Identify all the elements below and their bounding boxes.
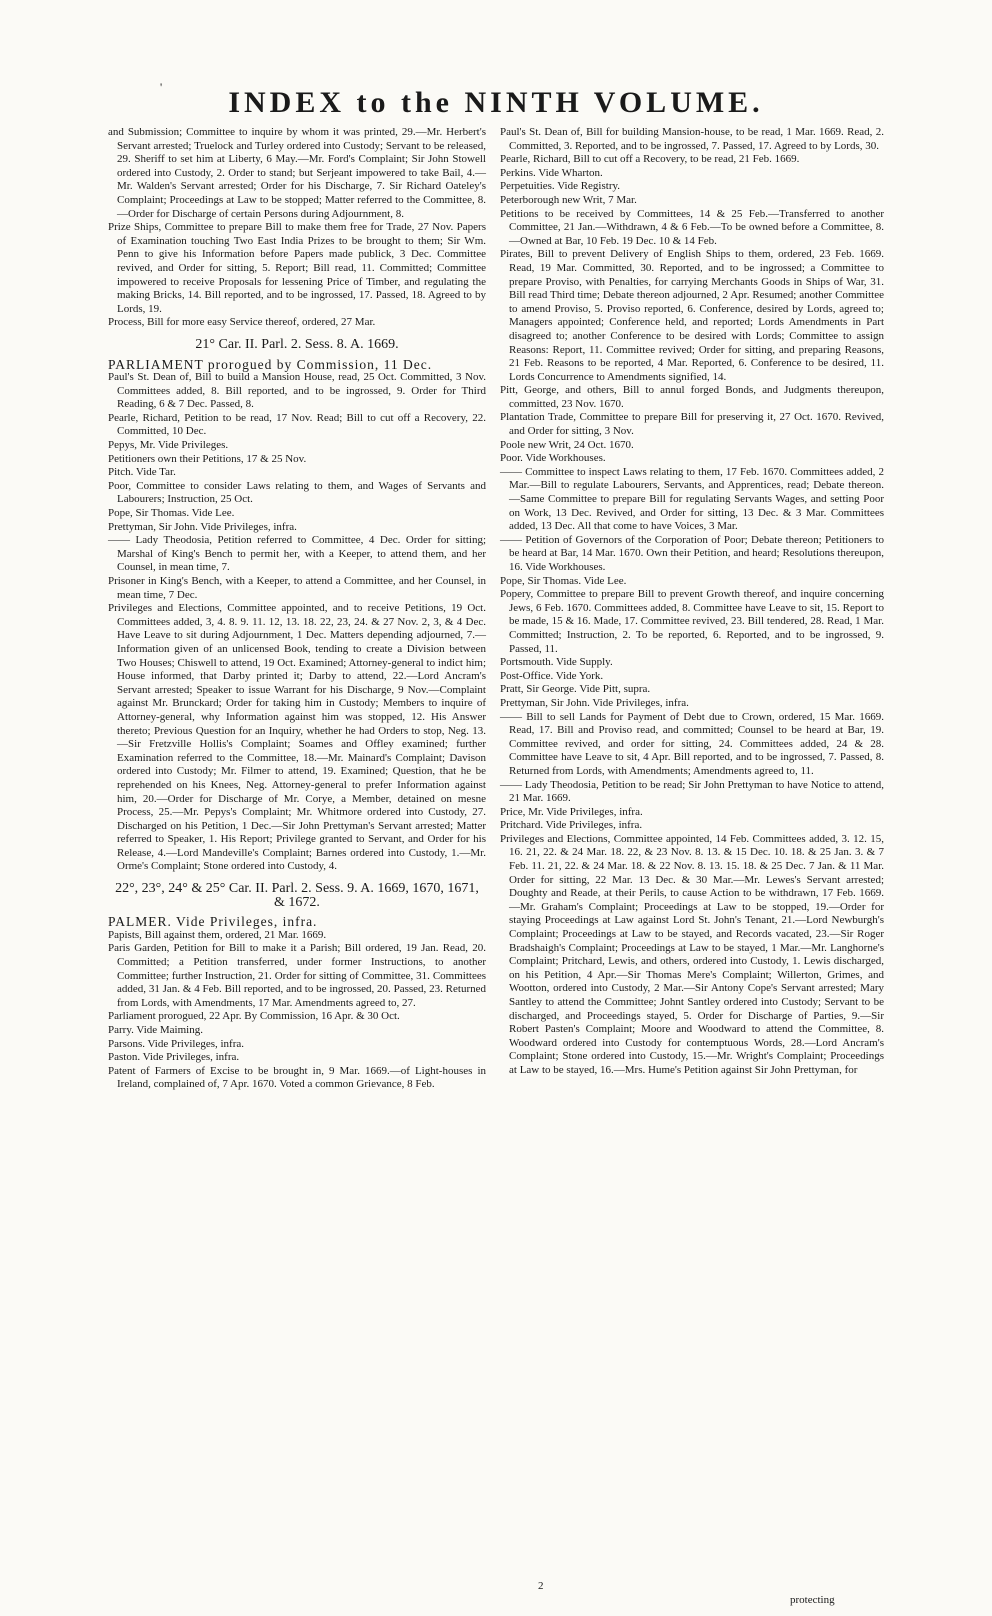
index-entry: Pope, Sir Thomas. Vide Lee. [108, 507, 235, 520]
index-entry: —— Committee to inspect Laws relating to them, 17 Feb. 1670. Committees added, 2 Mar.—Bill to regulate Labourers, Servants, and Apprentices, read; Debate thereon.—Same Committee to prepare Bill for regulating Servants Wages, and setting Poor on Work, 13 Dec. Revived, and Order for sitting, 13 Dec. & 3 Mar. Committees added, 13 Dec. All that come to have Voices, 3 Mar. [500, 465, 884, 533]
index-entry: —— Bill to sell Lands for Payment of Debt due to Crown, ordered, 15 Mar. 1669. Read, 17. Bill and Proviso read, and committed; Counsel to be heard at Bar, 19. Committee revived, and order for sitting, 24. Committees added, 24 & 28. Committee have Leave to sit, 4 Apr. Bill reported, and to be ingrossed, 7. Passed, 8. Returned from Lords, with Amendments; Amendments agreed to, 11. [500, 710, 884, 777]
header-mark: ' [160, 80, 167, 94]
session-heading: 21° Car. II. Parl. 2. Sess. 8. A. 1669. [195, 336, 399, 352]
index-entry: Paul's St. Dean of, Bill for building Mansion-house, to be read, 1 Mar. 1669. Read, 2. Committed, 3. Reported, and to be ingrossed, 7. Passed, 17. Agreed to by Lords, 30. [500, 126, 884, 152]
index-entry: Pratt, Sir George. Vide Pitt, supra. [500, 683, 651, 696]
index-entry: Paul's St. Dean of, Bill to build a Mansion House, read, 25 Oct. Committed, 3 Nov. Committees added, 8. Bill reported, and to be ingrossed, 9. Order for Third Reading, 6 & 7 Dec. Passed, 8. [108, 371, 486, 411]
index-entry: Parry. Vide Maiming. [108, 1024, 203, 1036]
index-entry: Prize Ships, Committee to prepare Bill to make them free for Trade, 27 Nov. Papers of Examination touching Two East India Prizes to be brought to them; Sir Wm. Penn to give his Information before Papers made publick, 3 Dec. Committee revived, and Order for sitting, 5. Report; Bill read, 11. Committed; Committee impowered to receive Proposals for lessening Price of Timber, and regulating the making Bricks, 14. Bill reported, and to be ingrossed, 17. Passed, 18. Agreed to by Lords, 19. [108, 221, 486, 315]
index-entry: Poole new Writ, 24 Oct. 1670. [500, 438, 634, 451]
index-entry: Paris Garden, Petition for Bill to make it a Parish; Bill ordered, 19 Jan. Read, 20. Committed; a Petition transferred, under former Instructions, to another Committee; further Instruction, 21. Order for sitting of Committee, 31. Committees added, 31 Jan. & 4 Feb. Bill reported, and to be ingrossed, 20. Passed, 23. Returned from Lords, with Amendments, 17 Mar. Amendments agreed to, 27. [108, 942, 486, 1009]
index-entry: Prisoner in King's Bench, with a Keeper, to attend a Committee, and her Counsel, in mean time, 7 Dec. [108, 575, 486, 601]
index-entry: PALMER. Vide Privileges, infra. [108, 914, 318, 930]
index-entry: Pitt, George, and others, Bill to annul forged Bonds, and Judgments thereupon, committed, 23 Nov. 1670. [500, 384, 884, 410]
index-entry: —— Petition of Governors of the Corporation of Poor; Debate thereon; Petitioners to be heard at Bar, 14 Mar. 1670. Own their Petition, and heard; Resolutions thereupon, 16. Vide Workhouses. [500, 533, 884, 573]
index-entry: Pirates, Bill to prevent Delivery of English Ships to them, ordered, 23 Feb. 1669. Read, 19 Mar. Committed, 30. Reported, and to be ingrossed; a Committee to prepare Proviso, with Penalties, for carrying Merchants Goods in Ships of War, 31. Bill read Third time; Debate thereon adjourned, 2 Apr. Resumed; another Committee to amend Proviso, 5. Proviso reported, 6. Conference, desired by Lords, agreed to; Managers appointed; Conference held, and reported; Lords Amendments in Part disagreed to; another Conference to be desired with Lords; Committee to assign Reasons: Report, 11. Committee revived; Order for sitting, and preparing Reasons, 21 Feb. Reasons to be reported, 4 Mar. Reported, 6. Conference to be desired, 11. Lords Concurrence to Amendments signified, 14. [500, 248, 884, 383]
index-entry: Privileges and Elections, Committee appointed, and to receive Petitions, 19 Oct. Committees added, 3, 4. 8. 9. 11. 12, 13. 18. 22, 23, 24. & 27 Nov. 2, 3, & 4 Dec. Have Leave to sit during Adjournment, 1 Dec. Matters depending adjourned, 7.—Information given of an unlicensed Book, tending to create a Division between Two Houses; Chiswell to attend, 19 Oct. Examined; Attorney-general to indict him; House informed, that Darby printed it; Darby to attend, 22.—Lord Ancram's Servant arrested; Speaker to issue Warrant for his Discharge, 9 Nov.—Complaint against Mr. Brunckard; Order for taking him in Custody; Members to inquire of Attorney-general, why Information against him was stopped, 12. His Answer thereto; Previous Question for an Inquiry, whether he had Orders to stop, Neg. 13.—Sir Fretzville Hollis's Complaint; Soames and Offley examined; further Examination referred to the Committee, 18.—Mr. Mainard's Complaint; Davison ordered into Custody; Mr. Filmer to attend, 19. Examined; Question, that he be reprehended on his Knees, Neg. Attorney-general to prefer Information against him, 20.—Order for Discharge of Mr. Corye, a Member, detained on mesne Process, 25.—Mr. Pepys's Complaint; Mr. Whitmore ordered into Custody, 27. Discharged on his Petition, 1 Dec.—Sir John Prettyman's Servant arrested; Matter referred to Speaker, 1. His Report; Privilege granted to Servant, and Order for his Release, 4.—Lord Mandeville's Complaint; Barnes ordered into Custody, 1.—Mr. Orme's Complaint; Stone ordered into Custody, 4. [108, 602, 486, 873]
index-entry: Pitch. Vide Tar. [108, 466, 176, 479]
left-column [108, 126, 486, 1092]
index-entry: Petitioners own their Petitions, 17 & 25 Nov. [108, 452, 307, 465]
index-entry: Perpetuities. Vide Registry. [500, 180, 621, 193]
index-entry: —— Lady Theodosia, Petition referred to Committee, 4 Dec. Order for sitting; Marshal of King's Bench to permit her, with a Keeper, to attend them, and her Counsel, in mean time, 7. [108, 534, 486, 574]
index-entry: Peterborough new Writ, 7 Mar. [500, 193, 637, 206]
index-entry: Popery, Committee to prepare Bill to prevent Growth thereof, and inquire concerning Jews, 6 Feb. 1670. Committees added, 8. Committee have Leave to sit, 15. Report to be made, 15 & 16. Made, 17. Committee revived, 23. Bill tendered, 28. Read, 1 Mar. Committed; Instruction, 2. To be reported, 6. Reported, and to be ingrossed, 9. Passed, 11. [500, 588, 884, 655]
index-entry: Privileges and Elections, Committee appointed, 14 Feb. Committees added, 3. 12. 15, 16. 21, 22. & 24 Mar. 18. 22, & 23 Nov. 8. 13. & 15 Dec. 10. 18. & 25 Jan. 3. & 7 Feb. 11. 21, 22. & 24 Mar. 18. & 22 Nov. 8. 13. 15. 18. & 25 Dec. 7 Jan. & 11 Mar. Order for sitting, 22 Mar. 13 Dec. & 30 Mar.—Mr. Lewes's Servant arrested; Doughty and Reade, at their Perils, to cause Action to be withdrawn, 17 Feb. 1669.—Mr. Graham's Complaint; Proceedings at Law to be stopped, 19.—Order for staying Proceedings at Law against Lord St. John's Tenant, 21.—Lord Newburgh's Complaint; Proceedings at Law to be stayed, and Records vacated, 23.—Sir Roger Bradshaigh's Complaint; Proceedings at Law to be stayed, 1 Mar.—Mr. Langhorne's Complaint; Pritchard, Lewis, and others, ordered into Custody, 1. Lewis discharged, on his Petition, 4 Apr.—Sir Thomas Mere's Complaint; Willerton, Grimes, and Wootton, ordered into Custody, 2 Mar.—Sir Antony Cope's Servant arrested; Mary Santley to attend the Committee; Johnt Santley ordered into Custody; Servant to be discharged, and Proceedings stayed, 5. Order for Discharge of Parties, 9.—Sir Robert Pasten's Complaint; Moore and Woodward to attend the Committee, 8. Woodward ordered into Custody for contemptuous Words, 28.—Lord Ancram's Complaint; Stone ordered into Custody, 15.—Mr. Wright's Complaint; Proceedings at Law to be stayed, 16.—Mrs. Hume's Petition against Sir John Prettyman, for [500, 832, 884, 1076]
index-entry: Pritchard. Vide Privileges, infra. [500, 819, 643, 832]
index-entry: Pearle, Richard, Bill to cut off a Recovery, to be read, 21 Feb. 1669. [500, 153, 800, 166]
index-entry: Patent of Farmers of Excise to be brought in, 9 Mar. 1669.—of Light-houses in Ireland, complained of, 7 Apr. 1670. Voted a common Grievance, 8 Feb. [108, 1064, 486, 1091]
index-entry: —— Lady Theodosia, Petition to be read; Sir John Prettyman to have Notice to attend, 21 Mar. 1669. [500, 778, 884, 805]
page-title: INDEX to the NINTH VOLUME. [228, 86, 764, 119]
index-entry: Prettyman, Sir John. Vide Privileges, infra. [108, 520, 297, 533]
index-entry: Portsmouth. Vide Supply. [500, 656, 613, 669]
index-entry: Pope, Sir Thomas. Vide Lee. [500, 574, 627, 587]
index-entry: Pepys, Mr. Vide Privileges. [108, 439, 229, 452]
index-entry: Price, Mr. Vide Privileges, infra. [500, 805, 643, 818]
index-entry: Pearle, Richard, Petition to be read, 17 Nov. Read; Bill to cut off a Recovery, 22. Committed, 10 Dec. [108, 411, 486, 438]
right-column [500, 126, 884, 1078]
index-entry: Parsons. Vide Privileges, infra. [108, 1037, 245, 1050]
index-entry: Post-Office. Vide York. [500, 669, 604, 682]
index-entry: PARLIAMENT prorogued by Commission, 11 Dec. [108, 356, 433, 372]
index-entry: and Submission; Committee to inquire by whom it was printed, 29.—Mr. Herbert's Servant arrested; Truelock and Turley ordered into Custody; Servant to be released, 29. Sheriff to set him at Liberty, 6 May.—Mr. Ford's Complaint; Sir John Stowell ordered into Custody, 2. Order to stand; but Serjeant impowered to take Bail, 4.—Mr. Walden's Servant arrested; Order for his Discharge, 7. Sir Richard Oateley's Complaint; Proceedings at Law to be stopped; Matter referred to the Committee, 8.—Order for Discharge of certain Persons during Adjournment, 8. [108, 126, 486, 220]
session-heading: 22°, 23°, 24° & 25° Car. II. Parl. 2. Sess. 9. A. 1669, 1670, 1671, & 1672. [115, 881, 479, 910]
index-entry: Plantation Trade, Committee to prepare Bill for preserving it, 27 Oct. 1670. Revived, and Order for sitting, 3 Nov. [500, 411, 884, 438]
index-entry: Perkins. Vide Wharton. [500, 166, 603, 179]
catchword: protecting [790, 1594, 835, 1606]
index-entry: Prettyman, Sir John. Vide Privileges, infra. [500, 696, 689, 709]
index-entry: Petitions to be received by Committees, 14 & 25 Feb.—Transferred to another Committee, 21 Jan.—Withdrawn, 4 & 6 Feb.—To be owned before a Committee, 8.—Owned at Bar, 10 Feb. 19 Dec. 10 & 14 Feb. [500, 207, 884, 247]
index-entry: Papists, Bill against them, ordered, 21 Mar. 1669. [108, 928, 327, 941]
index-entry: Paston. Vide Privileges, infra. [108, 1051, 240, 1064]
signature-mark: 2 [538, 1580, 544, 1592]
index-entry: Parliament prorogued, 22 Apr. By Commission, 16 Apr. & 30 Oct. [108, 1010, 400, 1023]
index-entry: Poor, Committee to consider Laws relating to them, and Wages of Servants and Labourers; Instruction, 25 Oct. [108, 479, 486, 506]
index-entry: Process, Bill for more easy Service thereof, ordered, 27 Mar. [108, 316, 376, 329]
index-entry: Poor. Vide Workhouses. [500, 452, 606, 465]
page-header [0, 80, 992, 120]
